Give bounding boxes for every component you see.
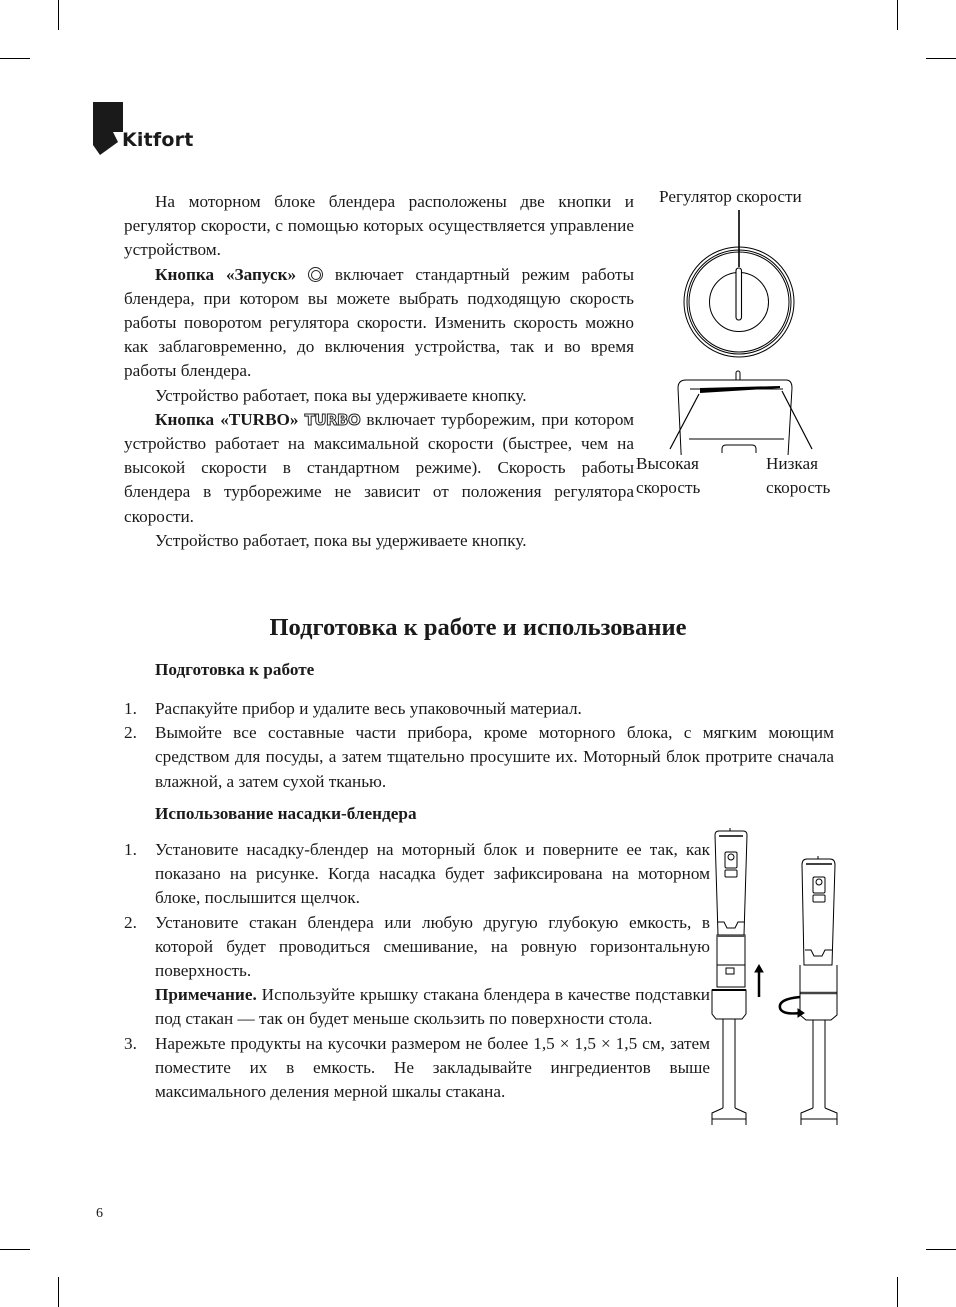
list-number: 1.	[124, 699, 137, 718]
prep-heading: Подготовка к работе	[155, 660, 315, 679]
start-button-description: включает стандартный режим работы блендера, при котором вы можете выбрать подходящую скорость работы поворотом регулятора скорости. Изменить скорость можно как заблаговременно, до включения устройства, так и во время работы блендера.	[124, 264, 635, 381]
list-item	[124, 697, 834, 721]
blender-assembly-diagram	[700, 825, 860, 1125]
high-speed-label	[636, 452, 700, 500]
speed-regulator-diagram	[630, 205, 850, 455]
list-item	[124, 721, 834, 794]
usage-heading: Использование насадки-блендера	[155, 804, 417, 823]
list-number: 1.	[124, 840, 137, 859]
crop-mark	[58, 0, 59, 30]
start-button-label: Кнопка «Запуск»	[155, 264, 297, 284]
list-text: Вымойте все составные части прибора, кроме моторного блока, с мягким моющим средством для посуды, а затем тщательно просушите их. Моторный блок протрите сначала влажной, а затем сухой тканью.	[155, 723, 834, 791]
turbo-button-label: Кнопка «TURBO»	[155, 409, 299, 429]
hold-note: Устройство работает, пока вы удерживаете кнопку.	[155, 385, 527, 405]
list-item	[124, 838, 710, 911]
turbo-button-paragraph	[124, 408, 634, 529]
prep-list	[124, 697, 834, 794]
turbo-button-description: включает турборежим, при котором устройство работает на максимальной скорости (быстрее, чем на высокой скорости в стандартном режиме). Скорость работы блендера в турборежиме не зависит от положения регулятора скорости.	[124, 409, 634, 526]
high-speed-label-line: Высокая	[636, 454, 699, 473]
crop-mark	[897, 1277, 898, 1307]
brand-logo	[92, 101, 202, 157]
list-text: Распакуйте прибор и удалите весь упаковочный материал.	[155, 699, 582, 718]
hold-note: Устройство работает, пока вы удерживаете кнопку.	[155, 530, 527, 550]
crop-mark	[0, 58, 30, 59]
intro-text	[124, 190, 634, 553]
start-button-icon	[308, 267, 323, 282]
list-item	[124, 1032, 710, 1105]
list-number: 2.	[124, 912, 137, 932]
list-text: Установите насадку-блендер на моторный блок и поверните ее так, как показано на рисунке. Когда насадка будет зафиксирована на моторном блоке, послышится щелчок.	[155, 840, 710, 908]
list-item	[124, 911, 710, 1032]
low-speed-label	[766, 452, 830, 500]
crop-mark	[926, 58, 956, 59]
note-text: Используйте крышку стакана блендера в качестве подставки под стакан — так он будет меньше скользить по поверхности стола.	[155, 985, 710, 1029]
crop-mark	[58, 1277, 59, 1307]
crop-mark	[0, 1249, 30, 1250]
list-number: 3.	[124, 1033, 137, 1053]
kitfort-logo-icon	[92, 101, 124, 157]
start-button-paragraph	[124, 263, 634, 384]
low-speed-label-line: скорость	[766, 478, 831, 497]
high-speed-label-line: скорость	[636, 478, 701, 497]
section-title: Подготовка к работе и использование	[269, 614, 687, 641]
intro-paragraph: На моторном блоке блендера расположены две кнопки и регулятор скорости, с помощью которых осуществляется управление устройством.	[124, 192, 634, 260]
note-label: Примечание.	[155, 985, 257, 1005]
speed-regulator-title: Регулятор скорости	[659, 187, 802, 206]
page-number: 6	[96, 1206, 103, 1221]
brand-name: Kitfort	[122, 129, 194, 151]
list-number: 2.	[124, 723, 137, 743]
crop-mark	[897, 0, 898, 30]
turbo-button-icon: TURBO	[304, 410, 361, 429]
list-text: Нарежьте продукты на кусочки размером не более 1,5 × 1,5 × 1,5 см, затем поместите их в емкость. Не закладывайте ингредиентов выше максимального деления мерной шкалы стакана.	[155, 1033, 710, 1102]
list-text: Установите стакан блендера или любую другую глубокую емкость, в которой будет проводиться смешивание, на ровную горизонтальную поверхность.	[155, 912, 710, 981]
usage-list	[124, 838, 710, 1104]
crop-mark	[926, 1249, 956, 1250]
low-speed-label-line: Низкая	[766, 454, 819, 473]
